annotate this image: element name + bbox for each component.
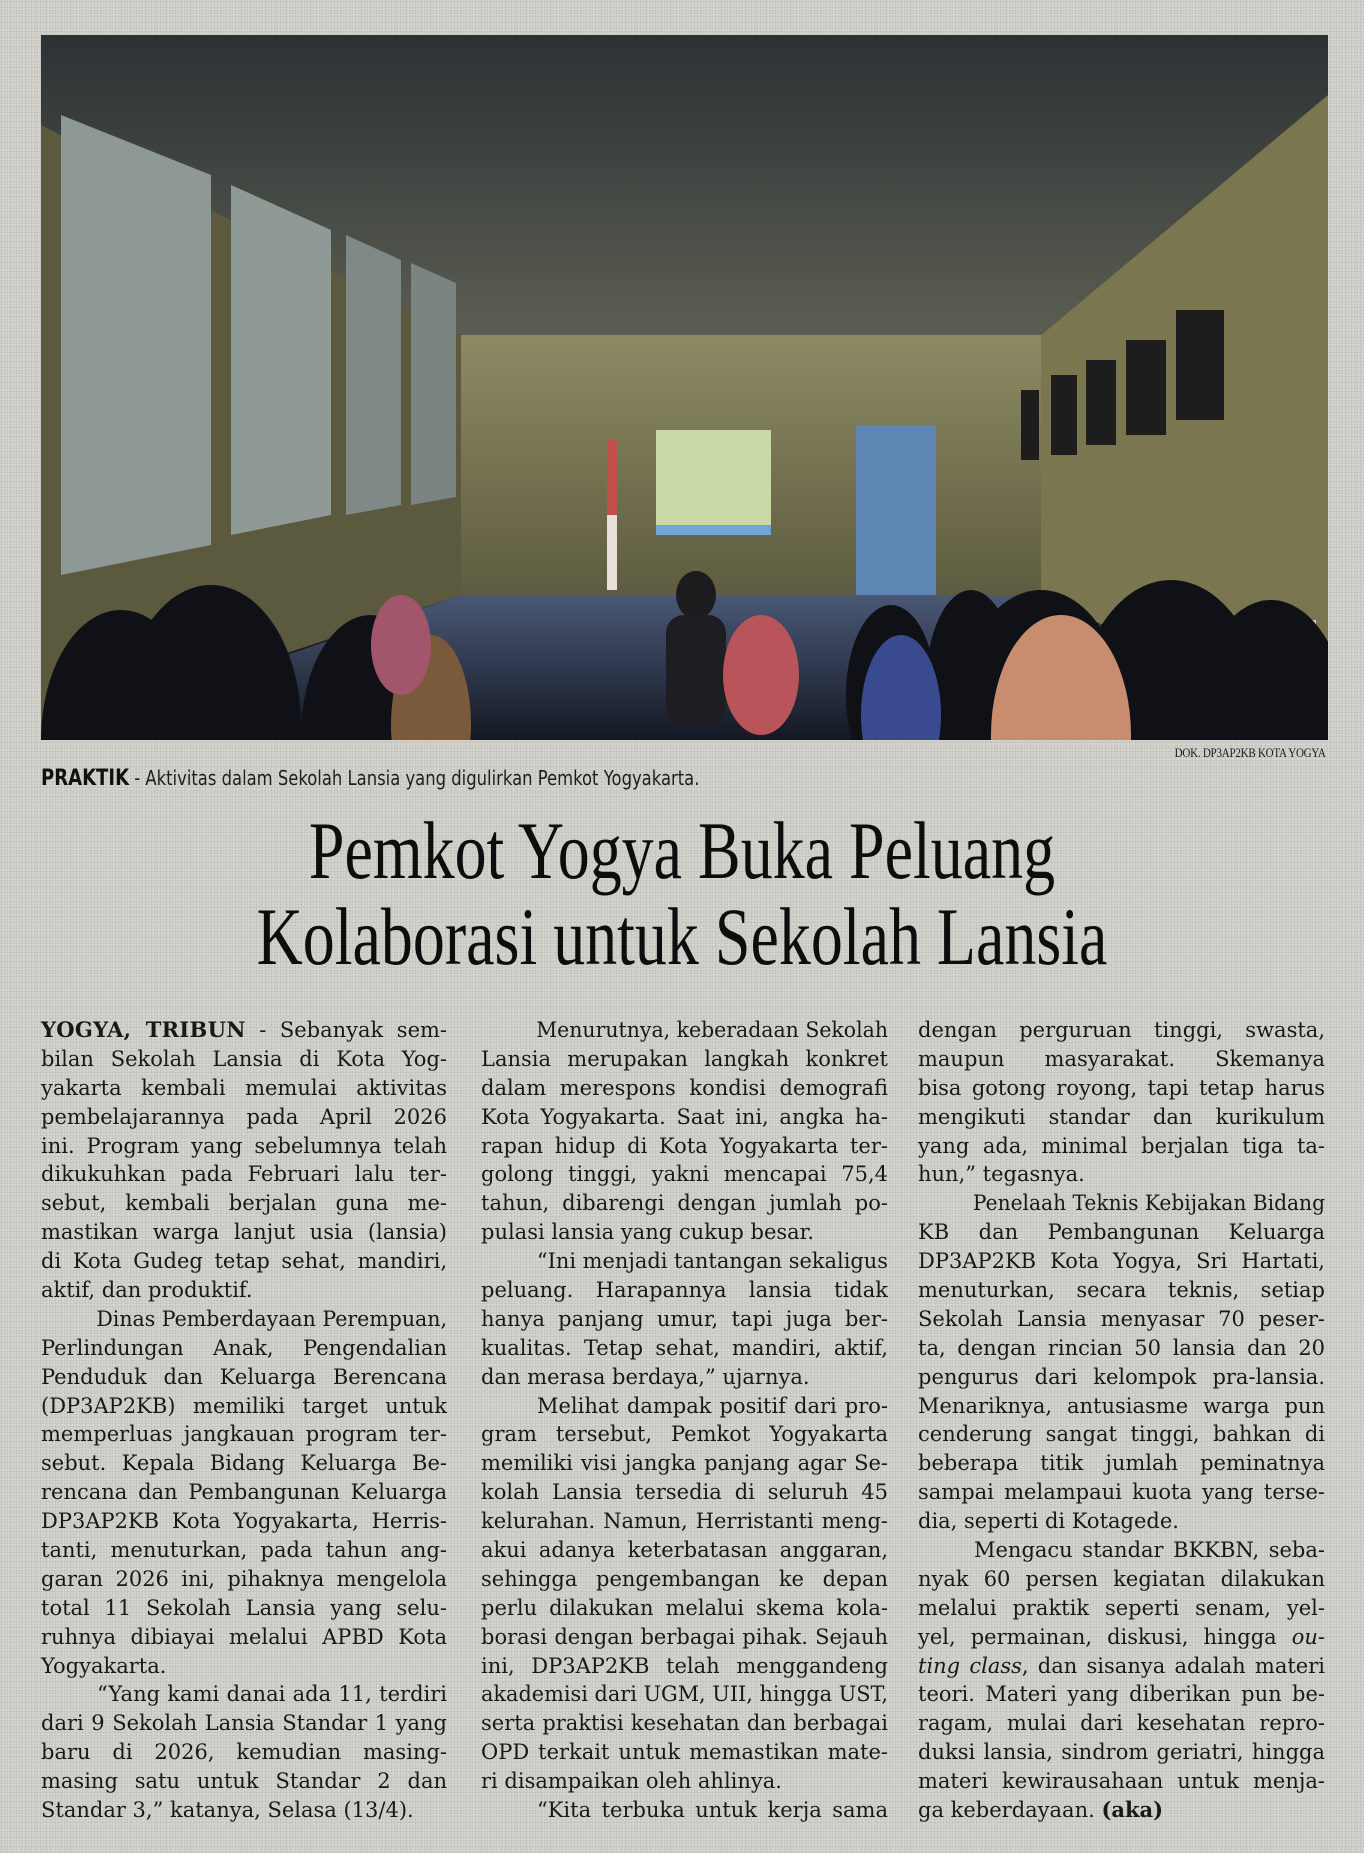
article-line xyxy=(41,1276,447,1305)
article-line xyxy=(41,1709,447,1738)
article-line xyxy=(481,1767,888,1796)
article-line xyxy=(918,1363,1325,1392)
article-line xyxy=(918,1392,1325,1421)
article-line xyxy=(918,1189,1325,1218)
line-text: pengurus dari kelompok pra-lansia. xyxy=(918,1364,1325,1389)
article-line xyxy=(918,1680,1325,1709)
article-line xyxy=(481,1680,888,1709)
article-headline xyxy=(0,805,1364,982)
line-text: Mengacu standar BKKBN, seba- xyxy=(974,1538,1325,1563)
article-line xyxy=(41,1305,447,1334)
line-text: rapan hidup di Kota Yogyakarta ter- xyxy=(481,1133,888,1158)
caption-tag: PRAKTIK xyxy=(41,766,130,791)
line-text: serta praktisi kesehatan dan berbagai xyxy=(481,1711,888,1736)
line-text: hanya panjang umur, tapi juga ber- xyxy=(481,1306,888,1331)
article-line xyxy=(918,1132,1325,1161)
line-text: “Ini menjadi tantangan sekaligus xyxy=(536,1249,888,1274)
article-line xyxy=(918,1103,1325,1132)
line-text: KB dan Pembangunan Keluarga xyxy=(918,1220,1325,1245)
line-text: dikukuhkan pada Februari lalu ter- xyxy=(41,1162,447,1187)
line-text: dalam merespons kondisi demografi xyxy=(481,1075,888,1100)
line-text: cenderung sangat tinggi, bahkan di xyxy=(918,1422,1325,1447)
dateline: YOGYA, TRIBUN xyxy=(41,1017,246,1042)
article-line xyxy=(41,1392,447,1421)
article-line xyxy=(481,1189,888,1218)
line-text: - Sebanyak sem- xyxy=(245,1018,448,1042)
article-line xyxy=(481,1536,888,1565)
article-line xyxy=(481,1565,888,1594)
line-text: menuturkan, secara teknis, setiap xyxy=(918,1278,1325,1303)
line-text: Dinas Pemberdayaan Perempuan, xyxy=(96,1306,447,1331)
line-text: Yogyakarta. xyxy=(41,1653,167,1678)
article-line xyxy=(918,1536,1325,1565)
line-text: Menariknya, antusiasme warga pun xyxy=(918,1393,1325,1418)
line-text: dari 9 Sekolah Lansia Standar 1 yang xyxy=(41,1711,447,1736)
article-line xyxy=(918,1796,1325,1825)
line-text: kualitas. Tetap sehat, mandiri, aktif, xyxy=(481,1335,888,1360)
line-text: Melihat dampak positif dari pro- xyxy=(537,1393,888,1418)
article-line xyxy=(918,1449,1325,1478)
article-line xyxy=(481,1652,888,1681)
article-line xyxy=(918,1334,1325,1363)
article-line xyxy=(481,1709,888,1738)
headline-line-1: Pemkot Yogya Buka Peluang xyxy=(308,805,1056,896)
line-text: mastikan warga lanjut usia (lansia) xyxy=(41,1220,447,1245)
article-line xyxy=(918,1565,1325,1594)
line-text: duksi lansia, sindrom geriatri, hingga xyxy=(918,1740,1325,1765)
line-text: bisa gotong royong, tapi tetap harus xyxy=(918,1075,1325,1100)
article-line xyxy=(481,1276,888,1305)
line-text: Lansia merupakan langkah konkret xyxy=(481,1046,888,1071)
author-initials: (aka) xyxy=(1101,1797,1164,1823)
article-line xyxy=(481,1420,888,1449)
line-text: DP3AP2KB Kota Yogya, Sri Hartati, xyxy=(918,1249,1325,1274)
photo-credit: DOK. DP3AP2KB KOTA YOGYA xyxy=(1175,745,1326,760)
line-text: sebut, kembali berjalan guna me- xyxy=(41,1191,447,1216)
line-text: garan 2026 ini, pihaknya mengelola xyxy=(41,1566,447,1591)
article-line xyxy=(481,1074,888,1103)
italic-term: ou- xyxy=(1291,1624,1325,1649)
line-text: hun,” tegasnya. xyxy=(918,1162,1085,1187)
article-line xyxy=(41,1247,447,1276)
article-line xyxy=(41,1796,447,1825)
article-line xyxy=(918,1594,1325,1623)
article-photo xyxy=(41,35,1328,740)
line-text: kelurahan. Namun, Herristanti meng- xyxy=(481,1509,888,1534)
line-text: ga keberdayaan. xyxy=(918,1798,1102,1823)
line-text: Penduduk dan Keluarga Berencana xyxy=(41,1364,447,1389)
article-line xyxy=(481,1160,888,1189)
line-text: tanti, menuturkan, pada tahun ang- xyxy=(41,1538,447,1563)
line-text: di Kota Gudeg tetap sehat, mandiri, xyxy=(41,1249,447,1274)
line-text: aktif, dan produktif. xyxy=(41,1278,253,1303)
line-text: Kota Yogyakarta. Saat ini, angka ha- xyxy=(481,1104,888,1129)
line-text: “Kita terbuka untuk kerja sama xyxy=(537,1798,888,1823)
line-text: materi kewirausahaan untuk menja- xyxy=(918,1769,1325,1794)
article-line xyxy=(41,1767,447,1796)
article-line xyxy=(41,1045,447,1074)
article-line xyxy=(41,1074,447,1103)
article-line xyxy=(481,1132,888,1161)
article-line xyxy=(41,1160,447,1189)
article-line xyxy=(41,1738,447,1767)
line-text: kolah Lansia tersedia di seluruh 45 xyxy=(481,1480,888,1505)
article-line xyxy=(481,1392,888,1421)
line-text: beberapa titik jumlah peminatnya xyxy=(918,1451,1325,1476)
article-line xyxy=(41,1623,447,1652)
caption-text: - Aktivitas dalam Sekolah Lansia yang digulirkan Pemkot Yogyakarta. xyxy=(129,766,700,790)
line-text: ragam, mulai dari kesehatan repro- xyxy=(918,1711,1325,1736)
article-line xyxy=(481,1218,888,1247)
line-text: ini. Program yang sebelumnya telah xyxy=(41,1133,447,1158)
classroom-photo-illustration xyxy=(41,35,1328,740)
article-line xyxy=(918,1652,1325,1681)
article-line xyxy=(918,1420,1325,1449)
article-line xyxy=(41,1132,447,1161)
line-text: OPD terkait untuk memastikan mate- xyxy=(481,1740,888,1765)
line-text: ri disampaikan oleh ahlinya. xyxy=(481,1769,782,1794)
line-text: Sekolah Lansia menyasar 70 peser- xyxy=(918,1306,1325,1331)
article-line xyxy=(41,1189,447,1218)
line-text: , dan sisanya adalah materi xyxy=(1021,1653,1325,1678)
line-text: “Yang kami danai ada 11, terdiri xyxy=(97,1682,447,1707)
article-line xyxy=(918,1074,1325,1103)
article-line xyxy=(481,1247,888,1276)
article-line xyxy=(481,1738,888,1767)
article-line xyxy=(918,1623,1325,1652)
article-line xyxy=(481,1016,888,1045)
article-line xyxy=(481,1478,888,1507)
article-column-3 xyxy=(918,1016,1325,1825)
line-text: pembelajarannya pada April 2026 xyxy=(41,1104,447,1129)
line-text: teori. Materi yang diberikan pun be- xyxy=(918,1682,1325,1707)
line-text: yakarta kembali memulai aktivitas xyxy=(41,1075,447,1100)
article-line xyxy=(918,1218,1325,1247)
line-text: Menurutnya, keberadaan Sekolah xyxy=(536,1018,888,1042)
line-text: Standar 3,” katanya, Selasa (13/4). xyxy=(41,1798,414,1823)
article-line xyxy=(918,1738,1325,1767)
article-line xyxy=(41,1420,447,1449)
line-text: sehingga pengembangan ke depan xyxy=(481,1566,888,1591)
article-line xyxy=(41,1363,447,1392)
line-text: ruhnya dibiayai melalui APBD Kota xyxy=(41,1624,447,1649)
line-text: masing satu untuk Standar 2 dan xyxy=(41,1769,447,1794)
article-line xyxy=(481,1103,888,1132)
line-text: Penelaah Teknis Kebijakan Bidang xyxy=(972,1191,1325,1216)
line-text: memperluas jangkauan program ter- xyxy=(41,1422,447,1447)
article-line xyxy=(41,1478,447,1507)
article-column-1 xyxy=(41,1016,447,1825)
article-line xyxy=(41,1652,447,1681)
article-line xyxy=(481,1623,888,1652)
article-line xyxy=(481,1334,888,1363)
line-text: melalui praktik seperti senam, yel- xyxy=(918,1595,1325,1620)
article-line xyxy=(918,1767,1325,1796)
line-text: perlu dilakukan melalui skema kola- xyxy=(481,1595,888,1620)
line-text: memiliki visi jangka panjang agar Se- xyxy=(481,1451,888,1476)
article-line xyxy=(481,1363,888,1392)
article-line xyxy=(41,1594,447,1623)
article-line xyxy=(918,1045,1325,1074)
article-line xyxy=(918,1247,1325,1276)
line-text: dia, seperti di Kotagede. xyxy=(918,1509,1179,1534)
line-text: bilan Sekolah Lansia di Kota Yog- xyxy=(41,1046,447,1071)
line-text: ta, dengan rincian 50 lansia dan 20 xyxy=(918,1335,1325,1360)
headline-line-2: Kolaborasi untuk Sekolah Lansia xyxy=(256,891,1108,982)
line-text: maupun masyarakat. Skemanya xyxy=(918,1046,1325,1071)
article-line xyxy=(918,1507,1325,1536)
article-line xyxy=(41,1565,447,1594)
line-text: total 11 Sekolah Lansia yang selu- xyxy=(41,1595,447,1620)
line-text: borasi dengan berbagai pihak. Sejauh xyxy=(481,1624,888,1649)
article-line xyxy=(41,1449,447,1478)
article-line xyxy=(918,1709,1325,1738)
line-text: pulasi lansia yang cukup besar. xyxy=(481,1220,815,1245)
photo-caption xyxy=(41,766,699,791)
article-line xyxy=(41,1016,447,1045)
article-line xyxy=(41,1103,447,1132)
line-text: dengan perguruan tinggi, swasta, xyxy=(918,1018,1325,1042)
line-text: (DP3AP2KB) memiliki target untuk xyxy=(41,1393,447,1418)
line-text: ini, DP3AP2KB telah menggandeng xyxy=(481,1653,888,1678)
article-line xyxy=(918,1478,1325,1507)
article-line xyxy=(41,1334,447,1363)
line-text: rencana dan Pembangunan Keluarga xyxy=(41,1480,447,1505)
line-text: yang ada, minimal berjalan tiga ta- xyxy=(918,1133,1325,1158)
article-line xyxy=(918,1160,1325,1189)
article-line xyxy=(41,1680,447,1709)
article-line xyxy=(41,1507,447,1536)
article-line xyxy=(41,1218,447,1247)
line-text: sampai melampaui kuota yang terse- xyxy=(918,1480,1325,1505)
line-text: tahun, dibarengi dengan jumlah po- xyxy=(481,1191,888,1216)
italic-term: ting class xyxy=(918,1653,1022,1678)
line-text: DP3AP2KB Kota Yogyakarta, Herris- xyxy=(41,1509,447,1534)
line-text: akui adanya keterbatasan anggaran, xyxy=(481,1538,888,1563)
article-line xyxy=(481,1507,888,1536)
line-text: dan merasa berdaya,” ujarnya. xyxy=(481,1364,810,1389)
article-line xyxy=(41,1536,447,1565)
line-text: nyak 60 persen kegiatan dilakukan xyxy=(918,1566,1325,1591)
line-text: Perlindungan Anak, Pengendalian xyxy=(41,1335,447,1360)
article-column-2 xyxy=(481,1016,888,1825)
line-text: peluang. Harapannya lansia tidak xyxy=(481,1278,888,1303)
article-line xyxy=(918,1276,1325,1305)
line-text: sebut. Kepala Bidang Keluarga Be- xyxy=(41,1451,447,1476)
line-text: baru di 2026, kemudian masing- xyxy=(41,1740,447,1765)
article-line xyxy=(481,1449,888,1478)
line-text: yel, permainan, diskusi, hingga xyxy=(918,1624,1292,1649)
article-line xyxy=(481,1305,888,1334)
article-line xyxy=(481,1796,888,1825)
article-line xyxy=(481,1045,888,1074)
line-text: akademisi dari UGM, UII, hingga UST, xyxy=(481,1682,888,1707)
line-text: gram tersebut, Pemkot Yogyakarta xyxy=(481,1422,888,1447)
article-line xyxy=(918,1305,1325,1334)
line-text: mengikuti standar dan kurikulum xyxy=(918,1104,1325,1129)
line-text: golong tinggi, yakni mencapai 75,4 xyxy=(481,1162,888,1187)
article-line xyxy=(481,1594,888,1623)
article-line xyxy=(918,1016,1325,1045)
